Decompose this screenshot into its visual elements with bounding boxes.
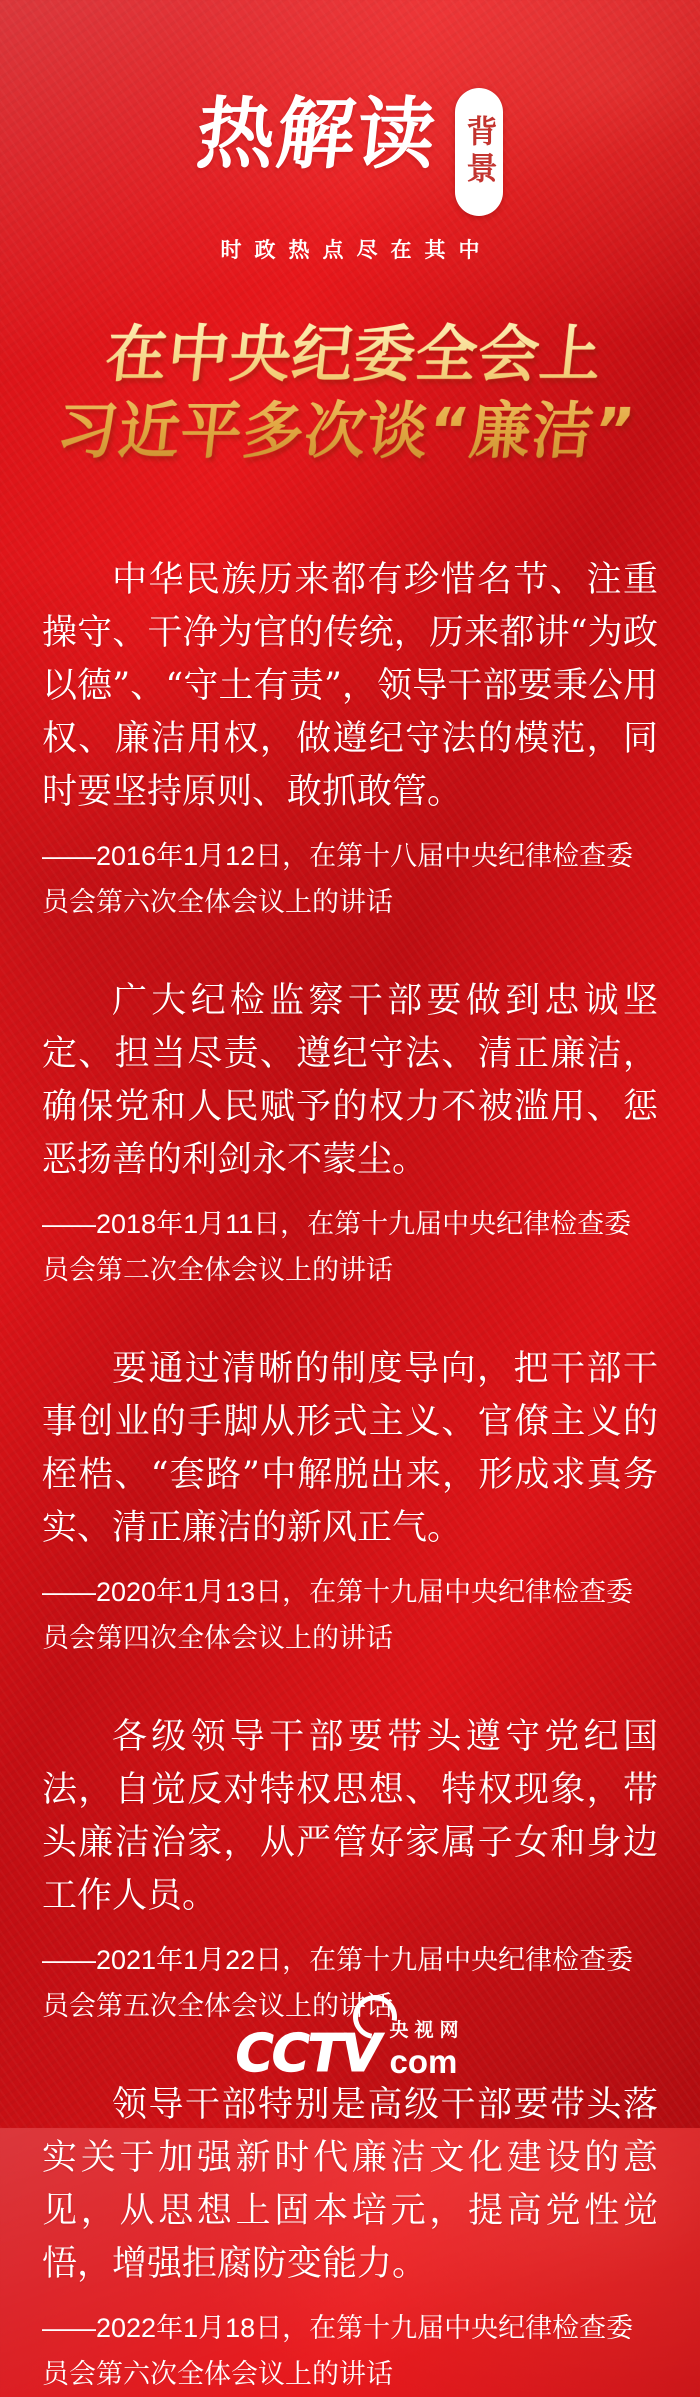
quote-block-2022 <box>42 2079 658 2397</box>
quote-source: ——2022年1月18日，在第十九届中央纪律检查委员会第六次全体会议上的讲话 <box>42 2313 634 2389</box>
brand-logo-text: 热解读 <box>192 90 442 180</box>
quote-block-2020 <box>42 1343 658 1661</box>
quote-list <box>0 470 700 2397</box>
brand-logo <box>192 90 503 216</box>
quote-block-2016 <box>42 554 658 925</box>
footer <box>0 2020 700 2084</box>
poster-title <box>0 316 700 470</box>
background-badge <box>455 88 503 216</box>
background-badge-label: 背景 <box>460 115 497 189</box>
cctv-com-logo <box>230 2020 465 2084</box>
quote-text: 要通过清晰的制度导向，把干部干事创业的手脚从形式主义、官僚主义的桎梏、“套路”中解脱出来，形成求真务实、清正廉洁的新风正气。 <box>42 1349 658 1548</box>
poster-title-line2: 习近平多次谈“廉洁” <box>53 396 639 467</box>
quote-source: ——2021年1月22日，在第十九届中央纪律检查委员会第五次全体会议上的讲话 <box>42 1945 634 2021</box>
cctv-logo-text: CCTV <box>230 2024 385 2084</box>
quote-text: 中华民族历来都有珍惜名节、注重操守、干净为官的传统，历来都讲“为政以德”、“守土有责”，领导干部要秉公用权、廉洁用权，做遵纪守法的模范，同时要坚持原则、敢抓敢管。 <box>42 560 658 812</box>
quote-text: 各级领导干部要带头遵守党纪国法，自觉反对特权思想、特权现象，带头廉洁治家，从严管好家属子女和身边工作人员。 <box>42 1717 658 1916</box>
quote-source: ——2018年1月11日，在第十九届中央纪律检查委员会第二次全体会议上的讲话 <box>42 1209 632 1285</box>
quote-source: ——2020年1月13日，在第十九届中央纪律检查委员会第四次全体会议上的讲话 <box>42 1577 634 1653</box>
cctv-logo-com: com <box>389 2043 458 2080</box>
cctv-logo-cn: 央视网 <box>389 2020 465 2041</box>
poster-title-line1: 在中央纪委全会上 <box>102 319 606 390</box>
quote-block-2018 <box>42 975 658 1293</box>
cctv-logo-right <box>390 2021 465 2078</box>
quote-source: ——2016年1月12日，在第十八届中央纪律检查委员会第六次全体会议上的讲话 <box>42 841 634 917</box>
quote-text: 领导干部特别是高级干部要带头落实关于加强新时代廉洁文化建设的意见，从思想上固本培元，提高党性觉悟，增强拒腐防变能力。 <box>42 2085 658 2284</box>
brand-tagline: 时政热点尽在其中 <box>220 239 493 262</box>
header <box>0 0 700 264</box>
quote-text: 广大纪检监察干部要做到忠诚坚定、担当尽责、遵纪守法、清正廉洁，确保党和人民赋予的权力不被滥用、惩恶扬善的利剑永不蒙尘。 <box>42 981 658 1180</box>
quote-block-2021 <box>42 1711 658 2029</box>
